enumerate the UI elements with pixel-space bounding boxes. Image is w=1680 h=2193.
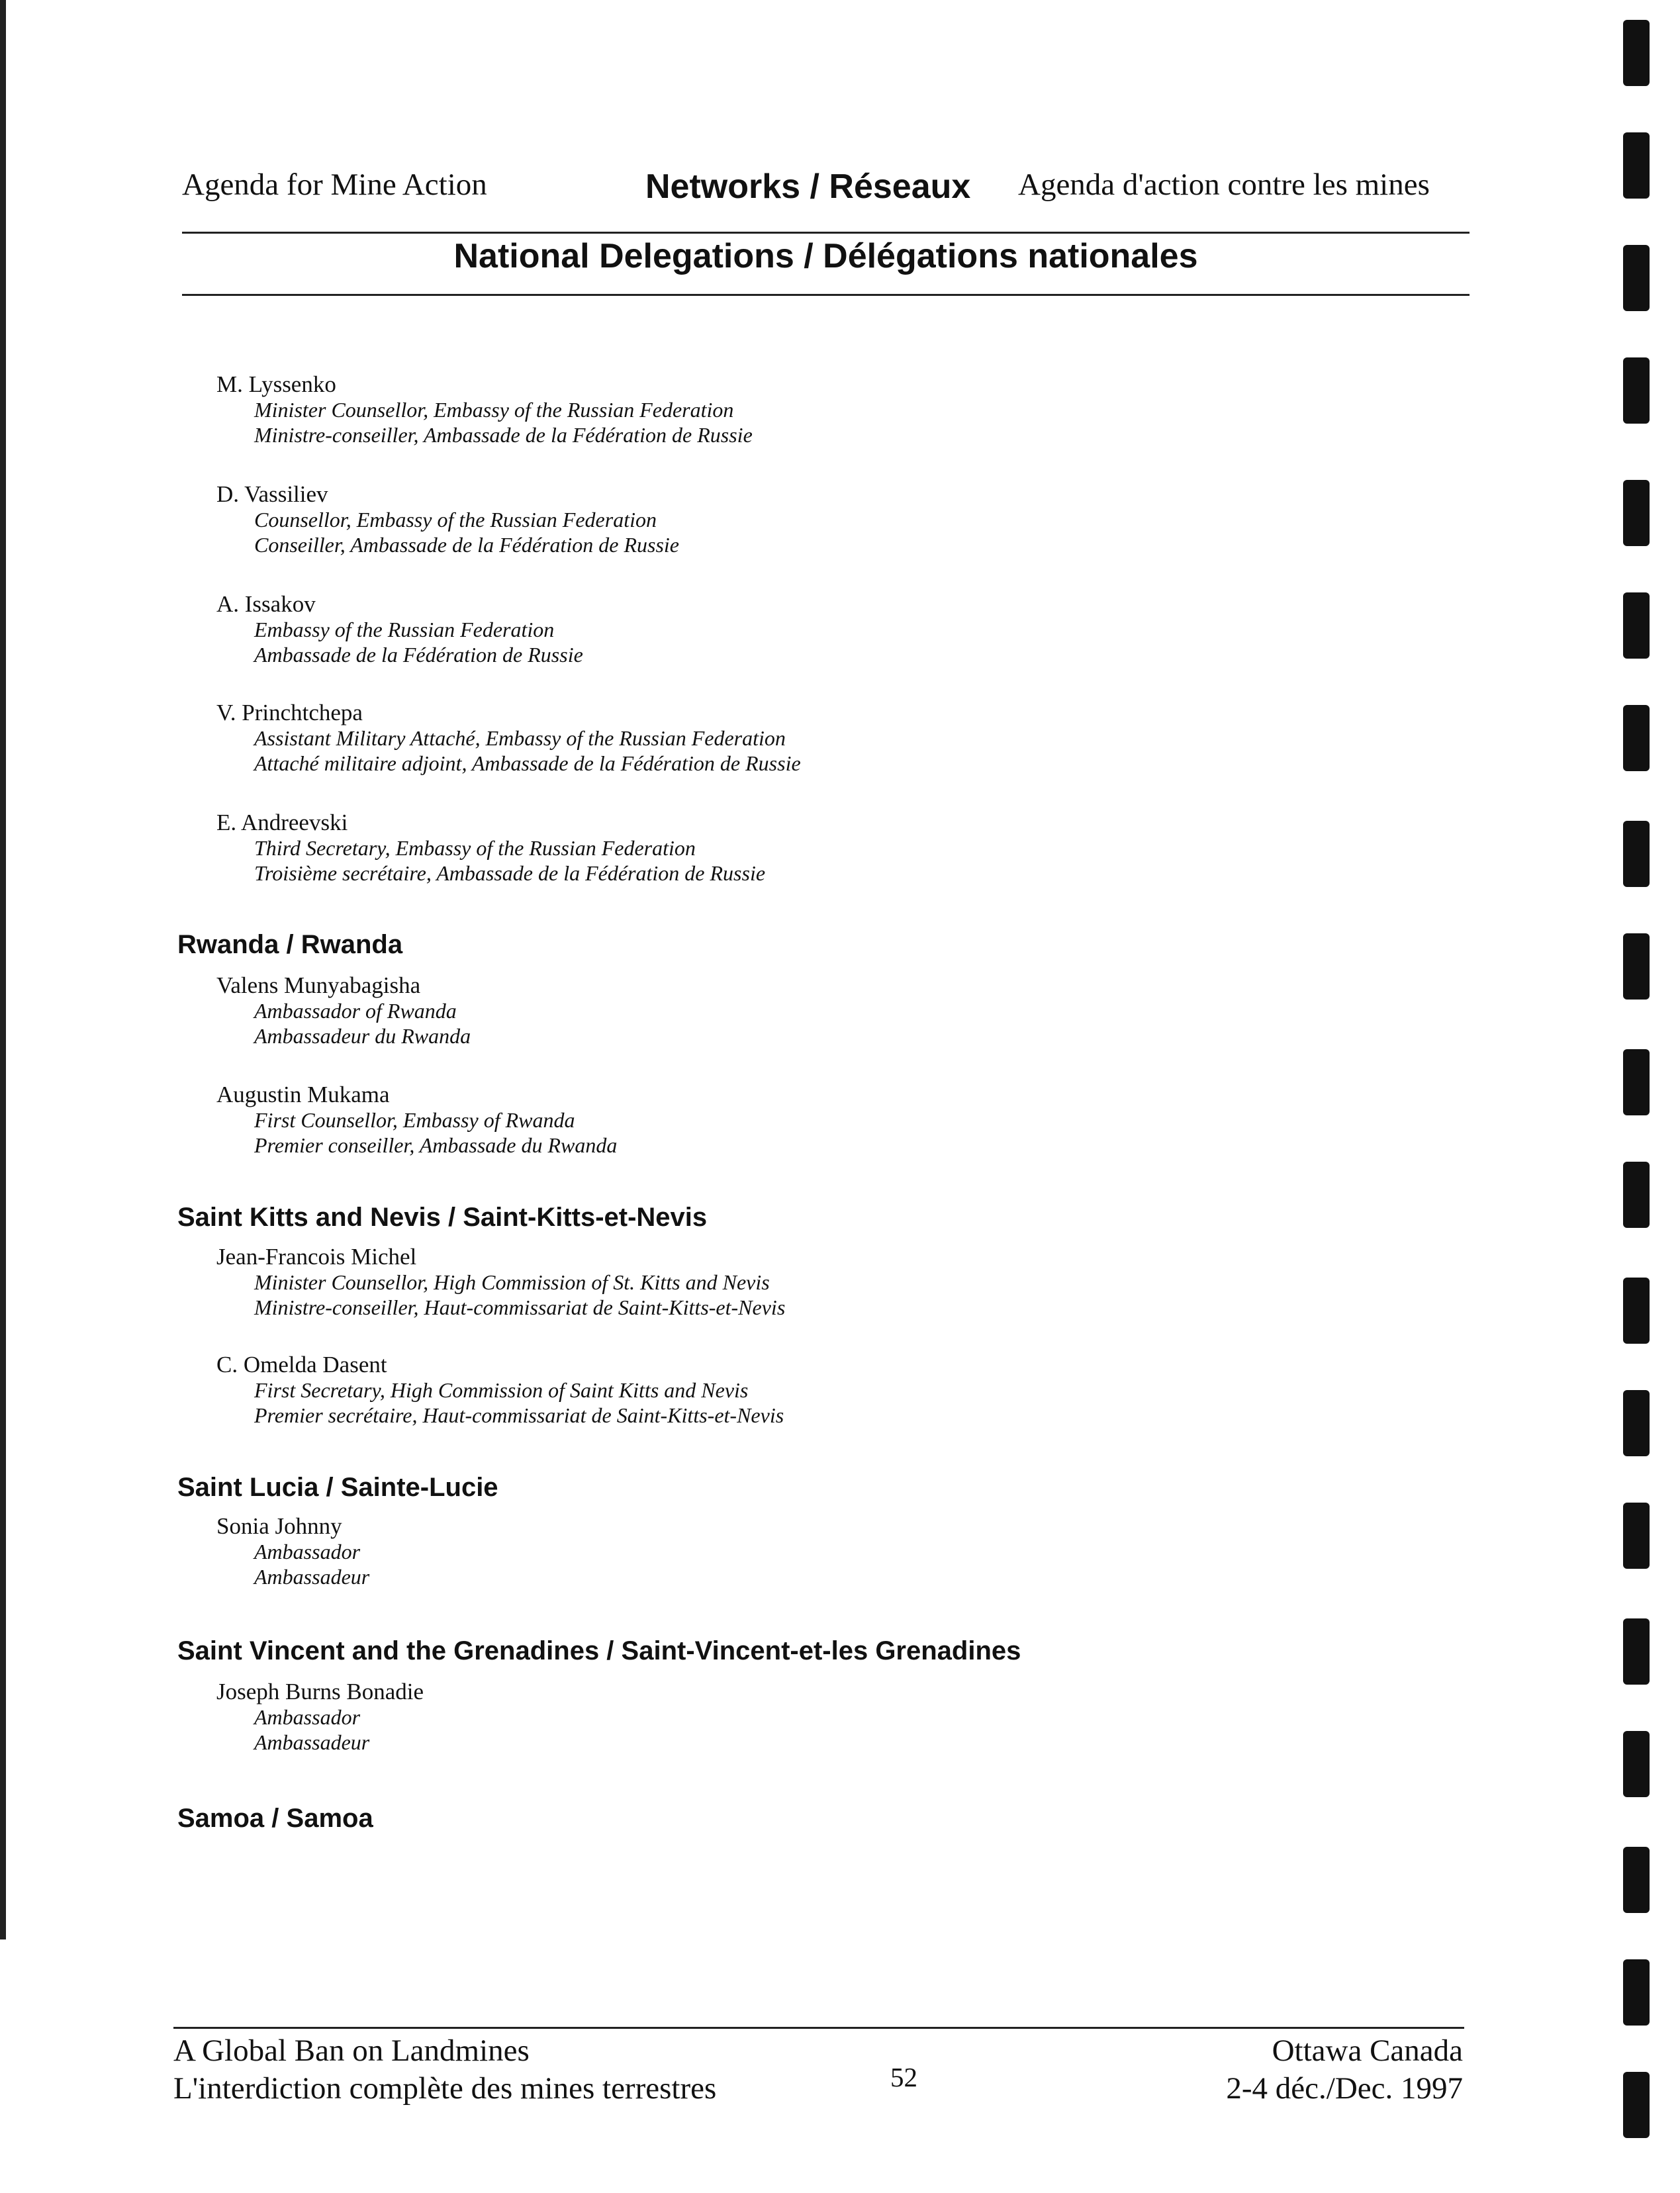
delegate-entry	[216, 482, 679, 557]
delegate-name: A. Issakov	[216, 591, 316, 617]
delegate-name: Sonia Johnny	[216, 1513, 342, 1539]
header-rule-bottom	[182, 294, 1470, 296]
delegate-entry	[216, 592, 583, 667]
delegate-entry	[216, 1244, 785, 1320]
delegate-name: Valens Munyabagisha	[216, 972, 421, 998]
header-rule-top	[182, 232, 1470, 234]
delegate-entry	[216, 700, 801, 776]
footer-right-line1: Ottawa Canada	[1272, 2033, 1463, 2068]
delegate-role-en: Ambassador of Rwanda	[254, 999, 457, 1023]
country-heading-saint-kitts-and-nevis: Saint Kitts and Nevis / Saint-Kitts-et-Nevis	[177, 1203, 708, 1232]
delegate-role-en: Embassy of the Russian Federation	[254, 618, 555, 641]
delegate-name: E. Andreevski	[216, 810, 348, 835]
section-title: National Delegations / Délégations nationales	[453, 237, 1198, 275]
delegate-role-en: Minister Counsellor, Embassy of the Russian Federation	[254, 398, 734, 422]
delegate-entry	[216, 1514, 369, 1589]
delegate-role-en: Assistant Military Attaché, Embassy of the Russian Federation	[254, 726, 786, 750]
delegate-role-en: First Secretary, High Commission of Saint Kitts and Nevis	[254, 1378, 749, 1402]
delegate-role-en: Ambassador	[254, 1540, 361, 1563]
header-center-title: Networks / Réseaux	[645, 167, 971, 206]
delegate-name: M. Lyssenko	[216, 371, 336, 397]
delegate-role-en: Counsellor, Embassy of the Russian Federation	[254, 508, 657, 532]
header-right-title: Agenda d'action contre les mines	[1018, 167, 1430, 202]
delegate-role-fr: Premier secrétaire, Haut-commissariat de Saint-Kitts-et-Nevis	[254, 1403, 784, 1427]
delegate-role-en: Minister Counsellor, High Commission of St. Kitts and Nevis	[254, 1270, 770, 1294]
delegate-role-fr: Conseiller, Ambassade de la Fédération de Russie	[254, 533, 679, 557]
delegate-role-fr: Attaché militaire adjoint, Ambassade de la Fédération de Russie	[254, 751, 801, 775]
country-heading-samoa: Samoa / Samoa	[177, 1804, 373, 1833]
delegate-role-en: Third Secretary, Embassy of the Russian Federation	[254, 836, 696, 860]
delegate-entry	[216, 973, 471, 1049]
header-left-title: Agenda for Mine Action	[182, 167, 487, 202]
delegate-entry	[216, 1082, 617, 1158]
delegate-role-en: First Counsellor, Embassy of Rwanda	[254, 1108, 575, 1132]
footer-rule	[173, 2027, 1464, 2029]
footer-right	[1226, 2032, 1463, 2108]
delegate-role-fr: Ministre-conseiller, Ambassade de la Fédération de Russie	[254, 423, 753, 447]
delegate-entry	[216, 1352, 784, 1428]
binding-holes	[1623, 20, 1650, 2178]
delegate-role-fr: Ambassadeur du Rwanda	[254, 1024, 471, 1048]
country-heading-saint-vincent-and-the-grenadines: Saint Vincent and the Grenadines / Saint-Vincent-et-les Grenadines	[177, 1636, 1021, 1665]
delegate-name: Augustin Mukama	[216, 1082, 390, 1107]
delegate-entry	[216, 1679, 424, 1755]
delegate-entry	[216, 810, 765, 886]
delegate-role-fr: Troisième secrétaire, Ambassade de la Fédération de Russie	[254, 861, 766, 885]
delegate-name: D. Vassiliev	[216, 481, 328, 507]
delegate-name: Jean-Francois Michel	[216, 1244, 417, 1270]
country-heading-rwanda: Rwanda / Rwanda	[177, 930, 403, 959]
footer-right-line2: 2-4 déc./Dec. 1997	[1226, 2071, 1463, 2106]
delegate-role-fr: Ambassadeur	[254, 1730, 370, 1754]
footer-left-line1: A Global Ban on Landmines	[173, 2033, 530, 2068]
country-heading-saint-lucia: Saint Lucia / Sainte-Lucie	[177, 1473, 498, 1502]
delegate-role-en: Ambassador	[254, 1705, 361, 1729]
delegate-entry	[216, 372, 753, 447]
delegate-role-fr: Premier conseiller, Ambassade du Rwanda	[254, 1133, 618, 1157]
delegate-name: Joseph Burns Bonadie	[216, 1679, 424, 1704]
footer-left-line2: L'interdiction complète des mines terrestres	[173, 2071, 717, 2106]
page-number: 52	[890, 2062, 917, 2092]
delegate-role-fr: Ambassade de la Fédération de Russie	[254, 643, 583, 667]
footer-left	[173, 2032, 716, 2108]
delegate-name: V. Princhtchepa	[216, 700, 363, 725]
delegate-role-fr: Ambassadeur	[254, 1565, 370, 1589]
delegate-name: C. Omelda Dasent	[216, 1352, 387, 1377]
scan-left-edge	[0, 0, 6, 1939]
delegate-role-fr: Ministre-conseiller, Haut-commissariat de Saint-Kitts-et-Nevis	[254, 1295, 786, 1319]
